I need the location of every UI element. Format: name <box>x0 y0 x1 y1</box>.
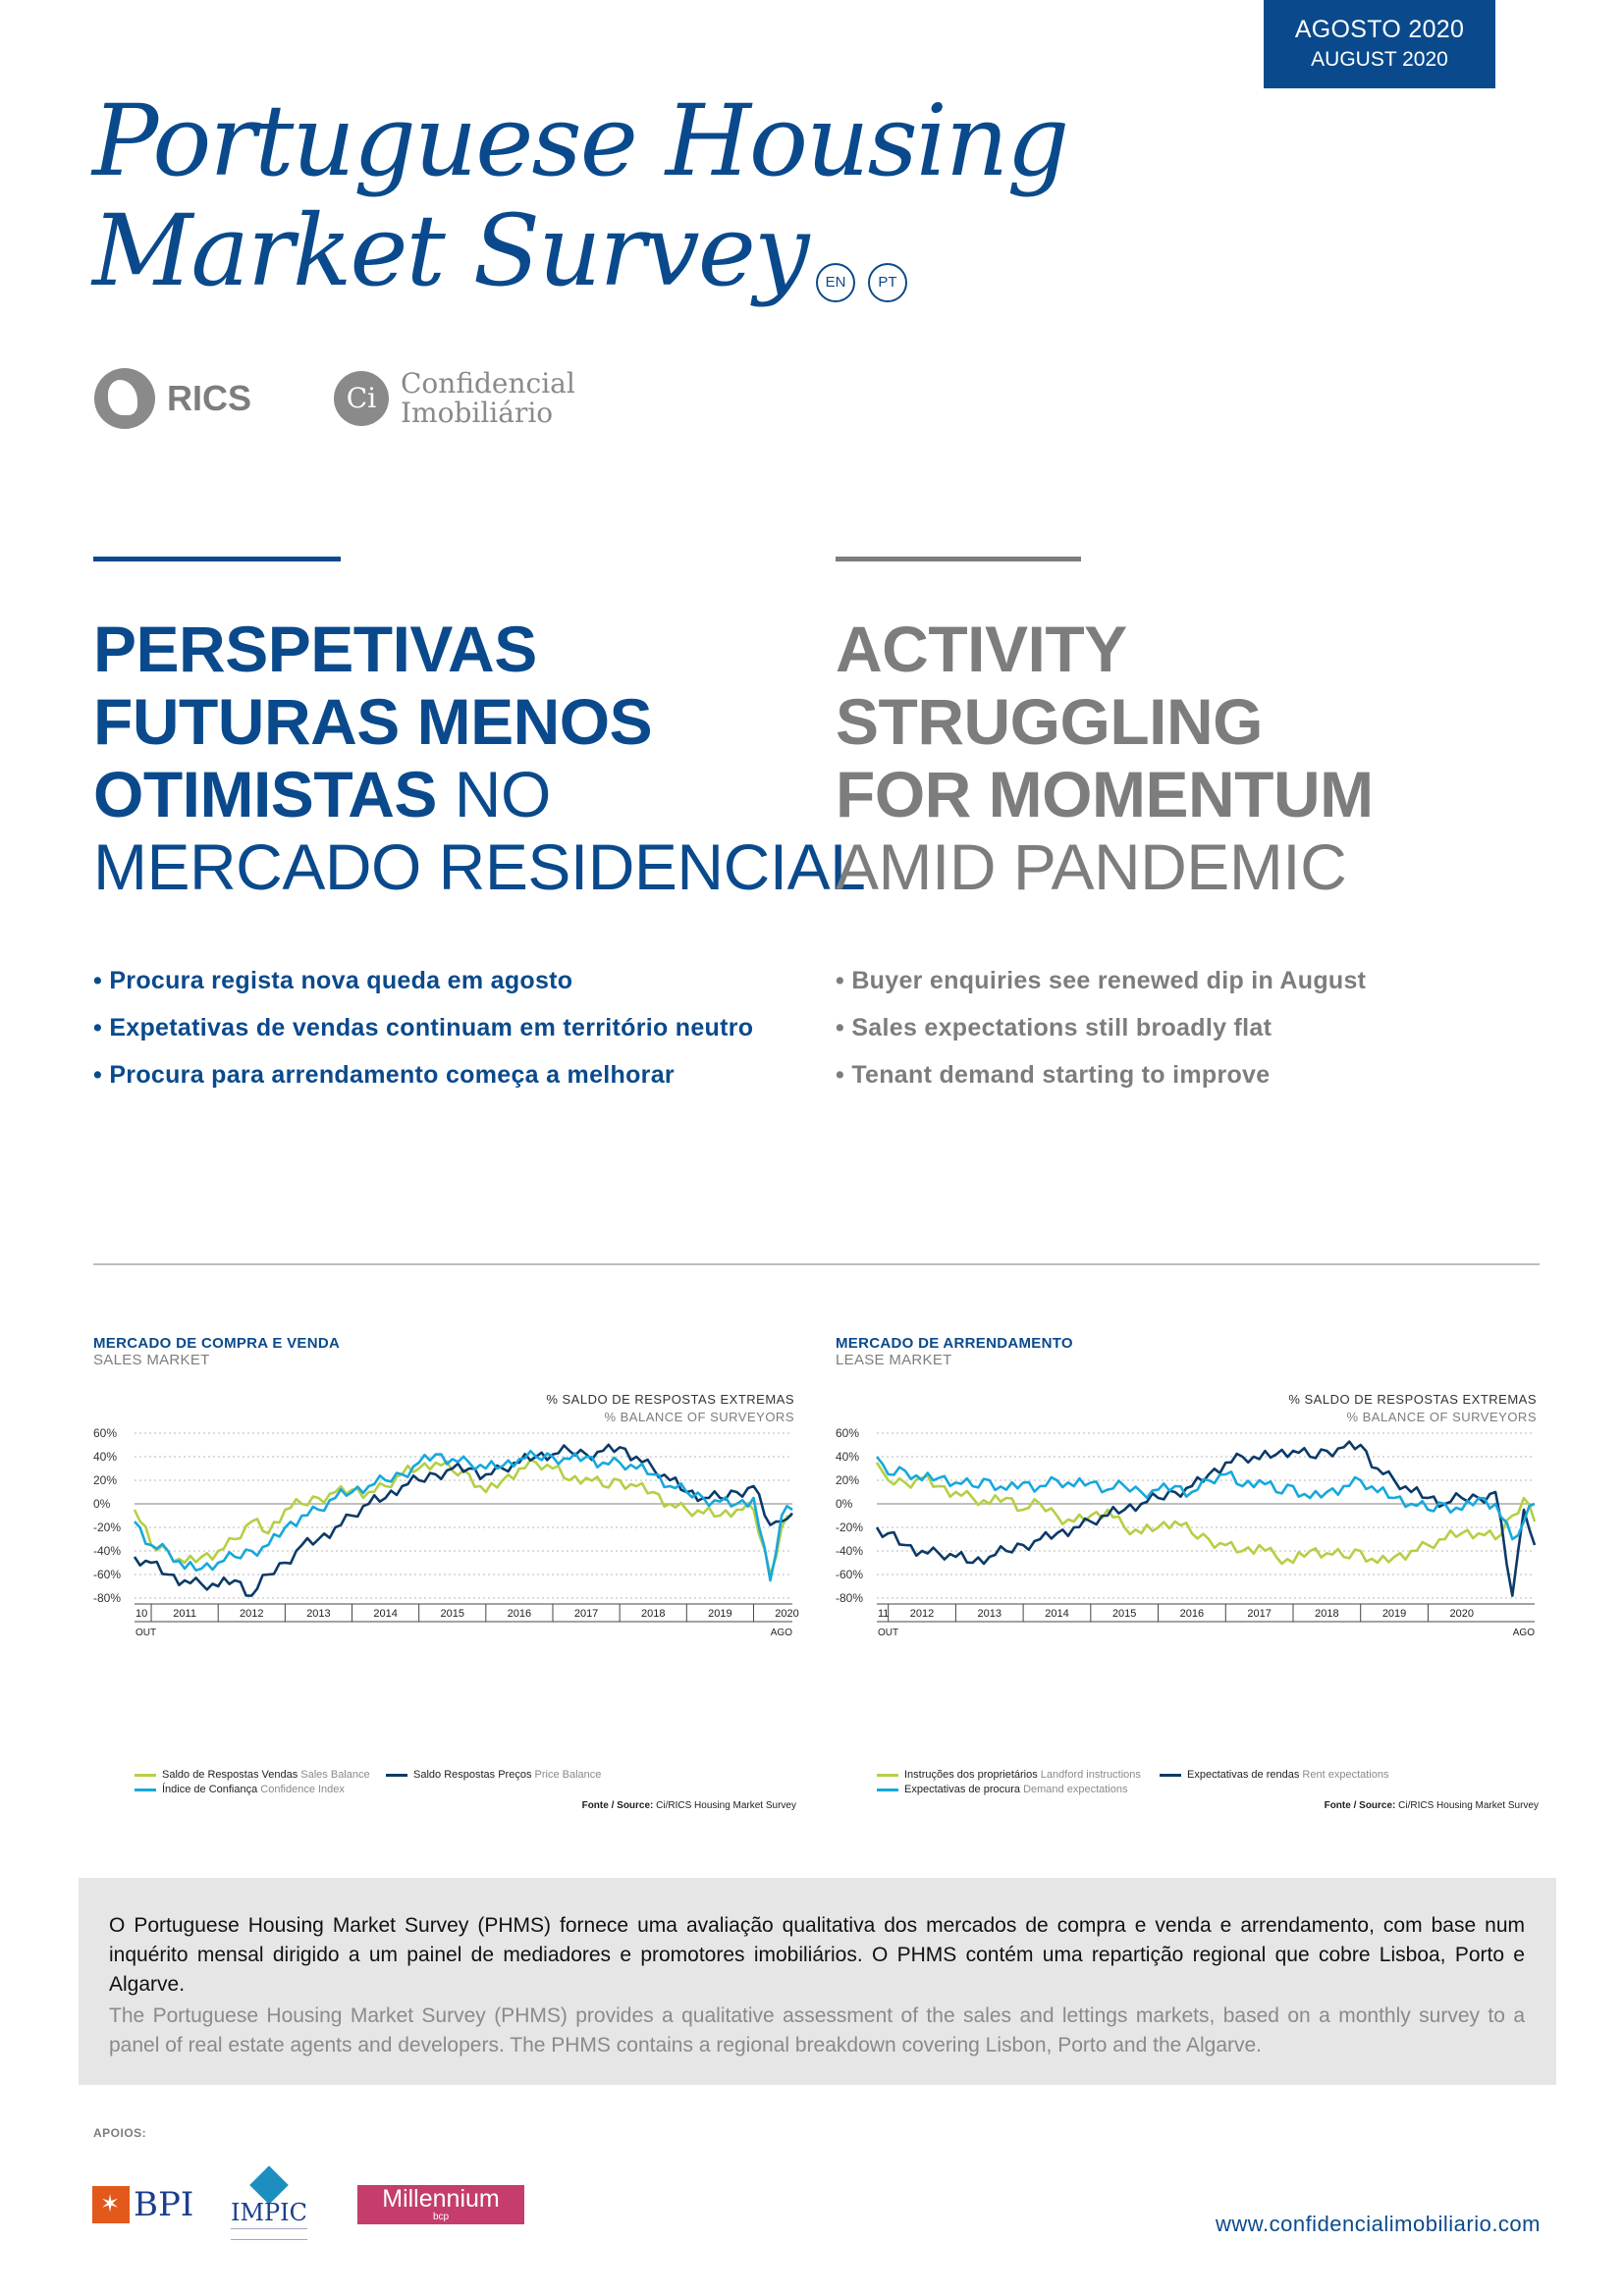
language-pt-button[interactable]: PT <box>868 263 907 302</box>
sales-chart-plot <box>93 1425 800 1730</box>
x-tick-label: 2015 <box>440 1608 464 1620</box>
headline-pt-line-2: FUTURAS MENOS <box>93 685 653 758</box>
x-tick-label: 2016 <box>507 1608 532 1620</box>
ci-logo-text <box>401 369 575 428</box>
sales-chart-unit-pt: % SALDO DE RESPOSTAS EXTREMAS <box>546 1392 794 1407</box>
y-tick-label: 60% <box>836 1426 860 1440</box>
legend-label-en: Demand expectations <box>1023 1784 1128 1795</box>
legend-label-pt: Expectativas de procura <box>904 1784 1021 1795</box>
rics-logo-text: RICS <box>167 378 252 418</box>
legend-label-pt: Expectativas de rendas <box>1187 1769 1300 1781</box>
headline-rule-pt <box>93 557 341 561</box>
x-axis-start-label: OUT <box>878 1628 899 1638</box>
headline-en-line-4: AMID PANDEMIC <box>836 830 1347 903</box>
x-tick-label: 2019 <box>1381 1608 1407 1620</box>
lease-chart <box>836 1335 1543 1816</box>
legend-item-sales-balance <box>135 1769 370 1781</box>
headline-pt-line-4: MERCADO RESIDENCIAL <box>93 830 866 903</box>
date-pt: AGOSTO 2020 <box>1294 16 1465 43</box>
date-en: AUGUST 2020 <box>1311 48 1448 71</box>
y-tick-label: 20% <box>93 1473 118 1487</box>
headline-en-line-2: STRUGGLING <box>836 685 1263 758</box>
lease-chart-unit-en: % BALANCE OF SURVEYORS <box>1346 1410 1537 1424</box>
headline-en <box>836 613 1374 903</box>
x-tick-label: 2013 <box>977 1608 1002 1620</box>
bullets-pt <box>93 957 753 1098</box>
lease-series-line-3 <box>877 1457 1535 1539</box>
bullet-item: • Procura regista nova queda em agosto <box>93 957 753 1004</box>
legend-swatch <box>877 1789 898 1791</box>
y-tick-label: -20% <box>836 1521 864 1534</box>
x-tick-label: 2018 <box>640 1608 666 1620</box>
legend-swatch <box>135 1789 156 1791</box>
sales-chart-unit-en: % BALANCE OF SURVEYORS <box>604 1410 794 1424</box>
sales-chart-subtitle: SALES MARKET <box>93 1352 210 1368</box>
ci-logo-line-2: Imobiliário <box>401 397 554 429</box>
sales-chart <box>93 1335 800 1816</box>
headline-pt <box>93 613 865 903</box>
description-box <box>79 1878 1556 2085</box>
millennium-bcp-text: bcp <box>432 2212 450 2222</box>
rics-logo <box>94 368 251 429</box>
headline-pt-line-3-light: NO <box>436 758 551 830</box>
sales-chart-source <box>582 1800 796 1811</box>
x-tick-label: 2011 <box>173 1608 196 1620</box>
x-axis-start-label: OUT <box>135 1628 157 1638</box>
sales-series-line-1 <box>135 1460 792 1575</box>
x-axis-end-label: AGO <box>770 1628 792 1638</box>
legend-label-en: Sales Balance <box>300 1769 370 1781</box>
ci-logo-mark: Ci <box>334 371 389 426</box>
y-tick-label: 20% <box>836 1473 860 1487</box>
source-label: Fonte / Source: <box>1324 1800 1396 1811</box>
rics-lion-icon <box>94 368 155 429</box>
x-tick-label: 2017 <box>573 1608 599 1620</box>
legend-item-confidence-index <box>135 1784 345 1795</box>
legend-label-en: Rent expectations <box>1302 1769 1389 1781</box>
y-tick-label: 0% <box>93 1497 111 1511</box>
date-badge <box>1264 0 1495 88</box>
y-tick-label: -20% <box>93 1521 122 1534</box>
bullet-item: • Sales expectations still broadly flat <box>836 1004 1366 1051</box>
bpi-logo <box>92 2185 193 2224</box>
legend-swatch <box>386 1774 407 1777</box>
impic-logo <box>227 2165 311 2242</box>
headline-rule-en <box>836 557 1081 561</box>
lease-series-line-2 <box>877 1442 1535 1596</box>
legend-item-rent-expectations <box>1160 1769 1388 1781</box>
x-tick-label: 2018 <box>1315 1608 1339 1620</box>
y-tick-label: -60% <box>836 1568 864 1581</box>
x-tick-label: 2014 <box>373 1608 398 1620</box>
y-tick-label: -40% <box>93 1544 122 1558</box>
page-title <box>92 83 1068 308</box>
description-pt: O Portuguese Housing Market Survey (PHMS) fornece uma avaliação qualitativa dos mercados de compra e venda e arrendamento, com base num inquérito mensal dirigido a um painel de mediadores e promotores imobiliários. O PHMS contém uma repartição regional que cobre Lisboa, Porto e Algarve. <box>109 1914 1525 1996</box>
bullet-item: • Procura para arrendamento começa a melhorar <box>93 1051 753 1098</box>
x-tick-label: 2013 <box>306 1608 331 1620</box>
section-divider <box>93 1263 1540 1265</box>
headline-en-line-1: ACTIVITY <box>836 613 1127 685</box>
legend-swatch <box>877 1774 898 1777</box>
language-en-button[interactable]: EN <box>816 263 855 302</box>
bpi-star-icon <box>92 2186 130 2223</box>
legend-label-en: Price Balance <box>534 1769 602 1781</box>
description-en: The Portuguese Housing Market Survey (PHMS) provides a qualitative assessment of the sales and lettings markets, based on a monthly survey to a panel of real estate agents and developers. The PHMS contains a regional breakdown covering Lisbon, Porto and the Algarve. <box>109 2004 1525 2056</box>
legend-label-pt: Índice de Confiança <box>162 1784 258 1795</box>
x-tick-label: 2015 <box>1111 1608 1137 1620</box>
x-tick-label: 2020 <box>1449 1608 1475 1620</box>
headline-en-line-3: FOR MOMENTUM <box>836 758 1374 830</box>
lease-chart-subtitle: LEASE MARKET <box>836 1352 952 1368</box>
legend-item-price-balance <box>386 1769 601 1781</box>
millennium-logo <box>357 2185 524 2224</box>
lease-chart-title: MERCADO DE ARRENDAMENTO <box>836 1335 1073 1352</box>
x-tick-label: 2019 <box>708 1608 732 1620</box>
bpi-logo-text: BPI <box>134 2185 194 2224</box>
y-tick-label: -60% <box>93 1568 122 1581</box>
sponsors-label: APOIOS: <box>93 2126 147 2140</box>
x-tick-label: 2012 <box>240 1608 264 1620</box>
source-label: Fonte / Source: <box>581 1800 654 1811</box>
title-line-2: Market Survey <box>92 193 808 308</box>
title-line-1: Portuguese Housing <box>92 83 1068 198</box>
legend-label-pt: Instruções dos proprietários <box>904 1769 1038 1781</box>
source-text: Ci/RICS Housing Market Survey <box>653 1800 796 1811</box>
bullet-item: • Tenant demand starting to improve <box>836 1051 1366 1098</box>
legend-label-en: Landford instructions <box>1040 1769 1141 1781</box>
y-tick-label: 40% <box>836 1450 860 1464</box>
sales-chart-title: MERCADO DE COMPRA E VENDA <box>93 1335 341 1352</box>
legend-item-landlord-instructions <box>877 1769 1141 1781</box>
x-tick-label: 2014 <box>1045 1608 1069 1620</box>
y-tick-label: 60% <box>93 1426 118 1440</box>
millennium-logo-text: Millennium <box>382 2185 500 2213</box>
x-tick-label: 2016 <box>1179 1608 1205 1620</box>
bullet-item: • Buyer enquiries see renewed dip in August <box>836 957 1366 1004</box>
x-tick-label: 2012 <box>909 1608 935 1620</box>
legend-item-demand-expectations <box>877 1784 1127 1795</box>
source-text: Ci/RICS Housing Market Survey <box>1395 1800 1539 1811</box>
x-tick-label: 2017 <box>1247 1608 1272 1620</box>
legend-label-en: Confidence Index <box>260 1784 345 1795</box>
bullet-item: • Expetativas de vendas continuam em território neutro <box>93 1004 753 1051</box>
bullets-en <box>836 957 1366 1098</box>
x-tick-label: 2020 <box>775 1608 799 1620</box>
x-tick-label: 11 <box>878 1608 890 1620</box>
y-tick-label: -80% <box>836 1591 864 1605</box>
x-tick-label: 10 <box>135 1608 148 1620</box>
y-tick-label: -40% <box>836 1544 864 1558</box>
legend-label-pt: Saldo de Respostas Vendas <box>162 1769 298 1781</box>
y-tick-label: 40% <box>93 1450 118 1464</box>
legend-label-pt: Saldo Respostas Preços <box>413 1769 532 1781</box>
x-axis-end-label: AGO <box>1512 1628 1535 1638</box>
headline-pt-line-1: PERSPETIVAS <box>93 613 537 685</box>
legend-swatch <box>135 1774 156 1777</box>
website-link[interactable]: www.confidencialimobiliario.com <box>1216 2212 1541 2236</box>
lease-chart-source <box>1325 1800 1539 1811</box>
lease-chart-unit-pt: % SALDO DE RESPOSTAS EXTREMAS <box>1288 1392 1537 1407</box>
lease-chart-plot <box>836 1425 1543 1730</box>
ci-logo-line-1: Confidencial <box>401 367 575 400</box>
impic-logo-text: IMPIC <box>230 2199 308 2226</box>
legend-swatch <box>1160 1774 1181 1777</box>
y-tick-label: -80% <box>93 1591 122 1605</box>
sales-series-line-2 <box>135 1445 792 1596</box>
y-tick-label: 0% <box>836 1497 853 1511</box>
headline-pt-line-3: OTIMISTAS <box>93 758 437 830</box>
impic-tagline-lines <box>231 2228 307 2240</box>
ci-logo <box>334 369 575 428</box>
